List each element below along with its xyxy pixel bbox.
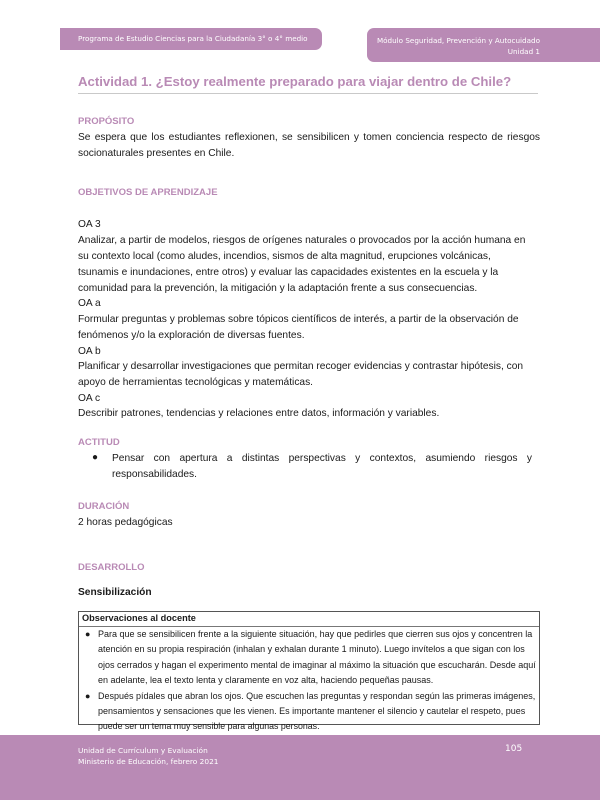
observacion-line: en adelante, lea el texto lenta y claramente en voz alta, haciendo pequeñas pausas.	[98, 675, 434, 685]
bullet-icon: ●	[85, 691, 91, 701]
duracion-text: 2 horas pedagógicas	[78, 517, 173, 528]
footer-line: Ministerio de Educación, febrero 2021	[78, 757, 219, 766]
bullet-icon: ●	[85, 629, 91, 639]
objetivo-line: tsunamis e inundaciones, entre otros) y evaluar las capacidades existentes en la escuela y la	[78, 267, 499, 278]
footer-credits	[78, 745, 219, 767]
observacion-line: puede ser un tema muy sensible para algunas personas.	[98, 721, 320, 731]
actitud-heading: ACTITUD	[78, 437, 120, 448]
observacion-line: ojos cerrados y hagan el experimento mental de imaginar al máximo la situación que escucharán. Desde aquí	[98, 660, 536, 670]
objetivo-line: su contexto local (como aludes, incendios, sismos de alta magnitud, erupciones volcánicas,	[78, 251, 491, 262]
observacion-line: Para que se sensibilicen frente a la siguiente situación, hay que pedirles que cierren sus ojos y concentren la	[98, 629, 533, 639]
observacion-line: pensamientos y sensaciones que les vienen. Es importante mantener el silencio y cautelar el respeto, pues	[98, 706, 526, 716]
proposito-line: Se espera que los estudiantes reflexionen, se sensibilicen y tomen conciencia respecto de riesgos	[78, 132, 540, 143]
observacion-line: Después pídales que abran los ojos. Que escuchen las preguntas y respondan según las primeras imágenes,	[98, 691, 536, 701]
objetivo-line: comunidad para la prevención, la mitigación y la adaptación frente a sus consecuencias.	[78, 283, 478, 294]
objetivo-line: OA c	[78, 393, 101, 404]
header-program-bar	[60, 28, 322, 50]
observaciones-title: Observaciones al docente	[82, 613, 196, 623]
proposito-line: socionaturales presentes en Chile.	[78, 148, 235, 159]
objetivo-line: fenómenos y/o la exploración de diversas fuentes.	[78, 330, 305, 341]
header-module: Módulo Seguridad, Prevención y Autocuidado	[376, 36, 540, 45]
objetivo-line: apoyo de herramientas tecnológicas y matemáticas.	[78, 377, 313, 388]
desarrollo-subheading: Sensibilización	[78, 587, 152, 598]
desarrollo-heading: DESARROLLO	[78, 562, 145, 573]
header-unit: Unidad 1	[507, 47, 540, 56]
header-module-bar	[367, 28, 600, 62]
title-divider	[78, 93, 538, 94]
objetivo-line: Formular preguntas y problemas sobre tópicos científicos de interés, a partir de la observación de	[78, 314, 519, 325]
page-title: Actividad 1. ¿Estoy realmente preparado para viajar dentro de Chile?	[78, 74, 512, 89]
bullet-icon: ●	[92, 452, 99, 463]
actitud-line: responsabilidades.	[112, 469, 197, 480]
actitud-line: Pensar con apertura a distintas perspectivas y contextos, asumiendo riesgos y	[112, 453, 532, 464]
page-number: 105	[505, 744, 523, 754]
duracion-heading: DURACIÓN	[78, 501, 130, 512]
objetivo-line: OA b	[78, 346, 101, 357]
observacion-line: atención en su propia respiración (inhalan y exhalan durante 1 minuto). Luego invítelos a que sigan con los	[98, 644, 525, 654]
objetivo-line: Analizar, a partir de modelos, riesgos de orígenes naturales o provocados por la acción humana en	[78, 235, 526, 246]
objetivo-line: Planificar y desarrollar investigaciones que permitan recoger evidencias y contrastar hipótesis, con	[78, 361, 524, 372]
objetivo-line: OA 3	[78, 219, 101, 230]
objetivos-heading: OBJETIVOS DE APRENDIZAJE	[78, 187, 218, 198]
header-program: Programa de Estudio Ciencias para la Ciudadanía 3° o 4° medio	[78, 34, 308, 43]
proposito-heading: PROPÓSITO	[78, 116, 135, 127]
footer-line: Unidad de Currículum y Evaluación	[78, 746, 208, 755]
objetivo-line: Describir patrones, tendencias y relaciones entre datos, información y variables.	[78, 408, 440, 419]
objetivo-line: OA a	[78, 298, 101, 309]
